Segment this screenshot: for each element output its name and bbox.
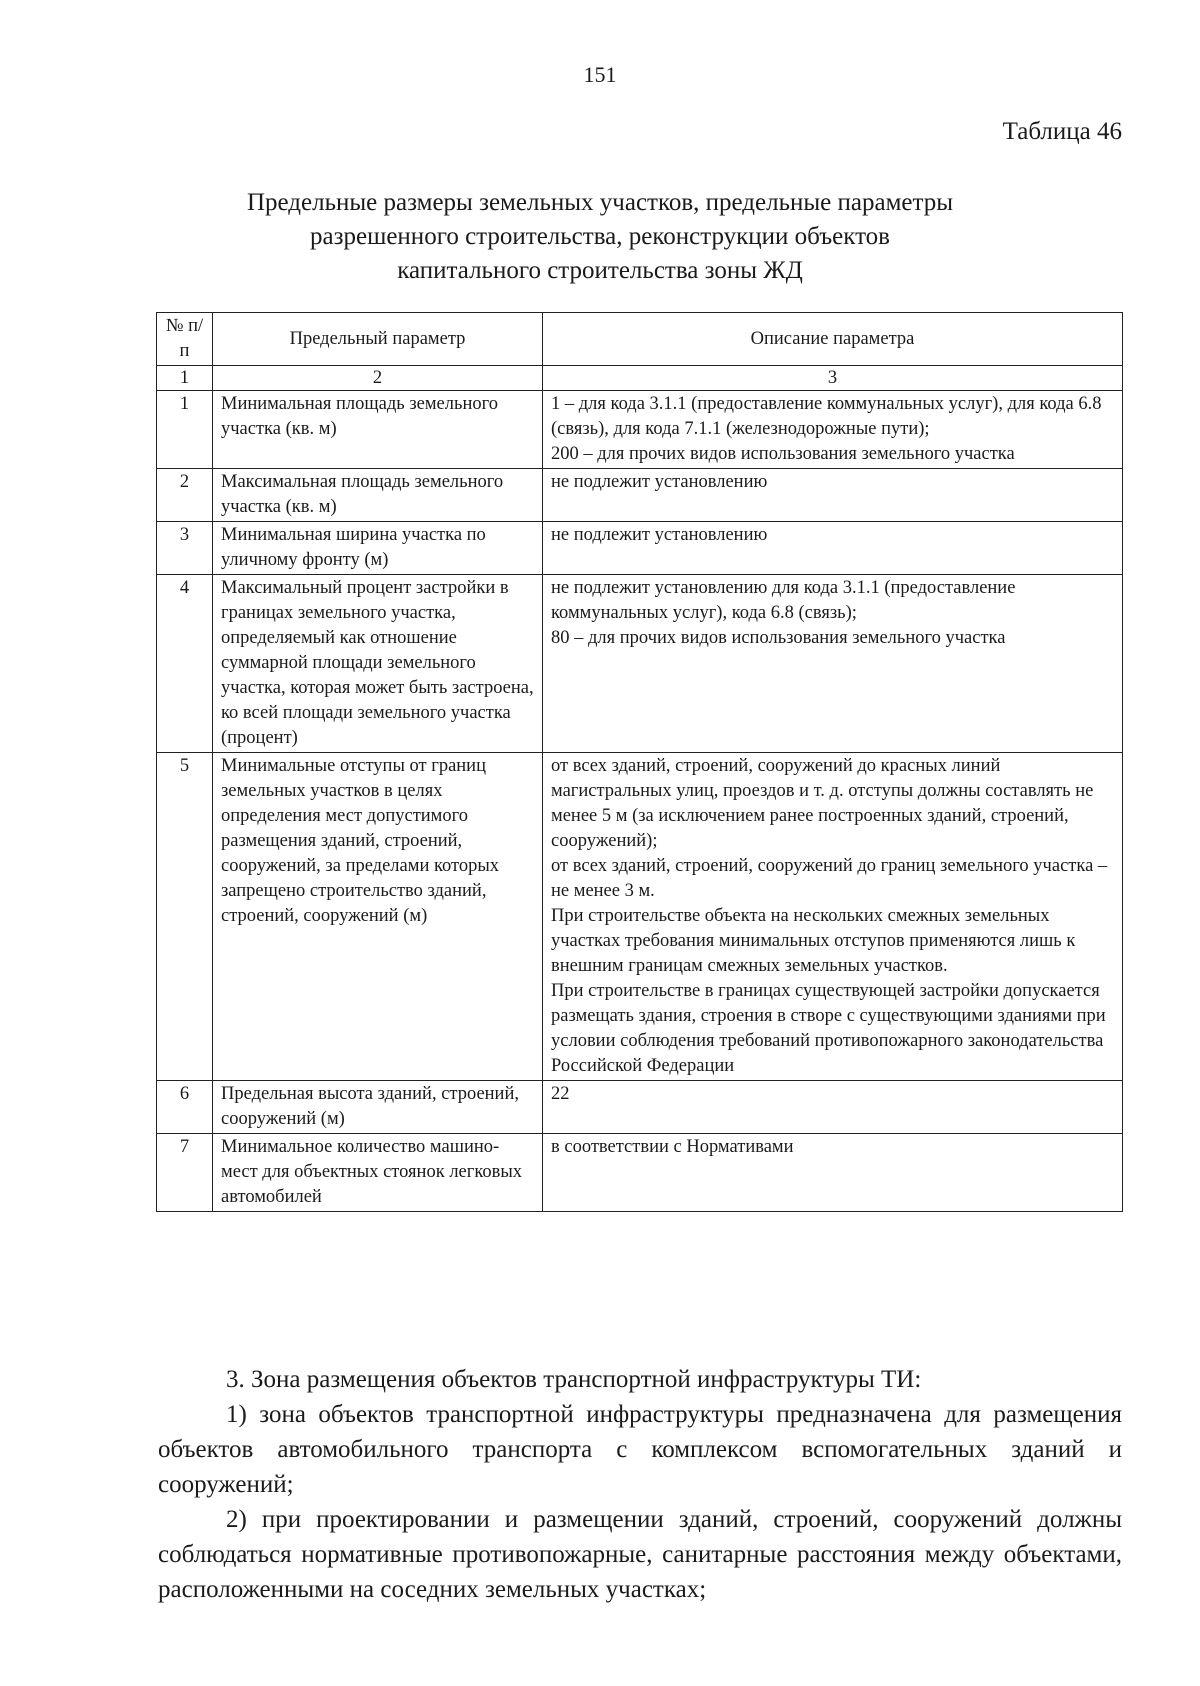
table-body [157,391,1123,1212]
row-parameter: Максимальный процент застройки в границах земельного участка, определяемый как отношение суммарной площади земельного участка, которая может быть застроена, ко всей площади земельного участка (процент) [213,575,543,753]
row-parameter: Максимальная площадь земельного участка (кв. м) [213,469,543,522]
description-line: от всех зданий, строений, сооружений до красных линий магистральных улиц, проездов и т. д. отступы должны составлять не менее 5 м (за исключением ранее построенных зданий, строений, сооружений); [551,756,1094,851]
description-line: от всех зданий, строений, сооружений до границ земельного участка – не менее 3 м. [551,856,1108,901]
table-row [157,1134,1123,1212]
description-line: При строительстве в границах существующей застройки допускается размещать здания, строения в створе с существующими зданиями при условии соблюдения требований противопожарного законодательства Российской Федерации [551,981,1106,1076]
row-number: 6 [157,1081,213,1134]
header-parameter: Предельный параметр [213,313,543,366]
row-parameter: Минимальная площадь земельного участка (кв. м) [213,391,543,469]
parameters-table [156,312,1123,1212]
table-title-line: капитального строительства зоны ЖД [397,257,803,284]
table-label: Таблица 46 [1002,118,1122,145]
row-description [543,469,1123,522]
header-number: № п/п [157,313,213,366]
table-row [157,575,1123,753]
row-number: 7 [157,1134,213,1212]
description-line: не подлежит установлению для кода 3.1.1 (предоставление коммунальных услуг), кода 6.8 (связь); [551,578,1016,623]
column-index: 1 [157,366,213,391]
row-description [543,391,1123,469]
page-number: 151 [583,62,617,87]
row-number: 2 [157,469,213,522]
row-description [543,753,1123,1081]
description-line: 200 – для прочих видов использования земельного участка [551,444,1015,464]
row-number: 1 [157,391,213,469]
section-paragraph: 2) при проектировании и размещении зданий, строений, сооружений должны соблюдаться нормативные противопожарные, санитарные расстояния между объектами, расположенными на соседних земельных участках; [158,1506,1122,1603]
description-line: в соответствии с Нормативами [551,1137,794,1157]
section-paragraph: 1) зона объектов транспортной инфраструктуры предназначена для размещения объектов автомобильного транспорта с комплексом вспомогательных зданий и сооружений; [158,1401,1122,1498]
table-row [157,391,1123,469]
row-number: 4 [157,575,213,753]
header-description: Описание параметра [543,313,1123,366]
row-number: 5 [157,753,213,1081]
description-line: 80 – для прочих видов использования земельного участка [551,628,1006,648]
section-heading: 3. Зона размещения объектов транспортной инфраструктуры ТИ: [226,1366,922,1393]
description-line: 22 [551,1084,570,1104]
row-description [543,522,1123,575]
description-line: При строительстве объекта на нескольких смежных земельных участках требования минимальных отступов применяются лишь к внешним границам смежных земельных участков. [551,906,1076,976]
row-parameter: Минимальные отступы от границ земельных участков в целях определения мест допустимого размещения зданий, строений, сооружений, за пределами которых запрещено строительство зданий, строений, сооружений (м) [213,753,543,1081]
row-description [543,575,1123,753]
column-index: 2 [213,366,543,391]
column-index-row [157,366,1123,391]
row-description [543,1134,1123,1212]
description-line: не подлежит установлению [551,472,768,492]
table-header-row [157,313,1123,366]
row-number: 3 [157,522,213,575]
column-index: 3 [543,366,1123,391]
table-row [157,522,1123,575]
row-parameter: Минимальное количество машино-мест для объектных стоянок легковых автомобилей [213,1134,543,1212]
description-line: 1 – для кода 3.1.1 (предоставление коммунальных услуг), для кода 6.8 (связь), для кода 7.1.1 (железнодорожные пути); [551,394,1102,439]
table-title-line: Предельные размеры земельных участков, предельные параметры [246,189,954,216]
table-row [157,753,1123,1081]
row-description [543,1081,1123,1134]
row-parameter: Минимальная ширина участка по уличному фронту (м) [213,522,543,575]
table-title [150,186,1050,288]
table-title-line: разрешенного строительства, реконструкции объектов [310,223,890,250]
table-row [157,469,1123,522]
row-parameter: Предельная высота зданий, строений, сооружений (м) [213,1081,543,1134]
table-row [157,1081,1123,1134]
description-line: не подлежит установлению [551,525,768,545]
